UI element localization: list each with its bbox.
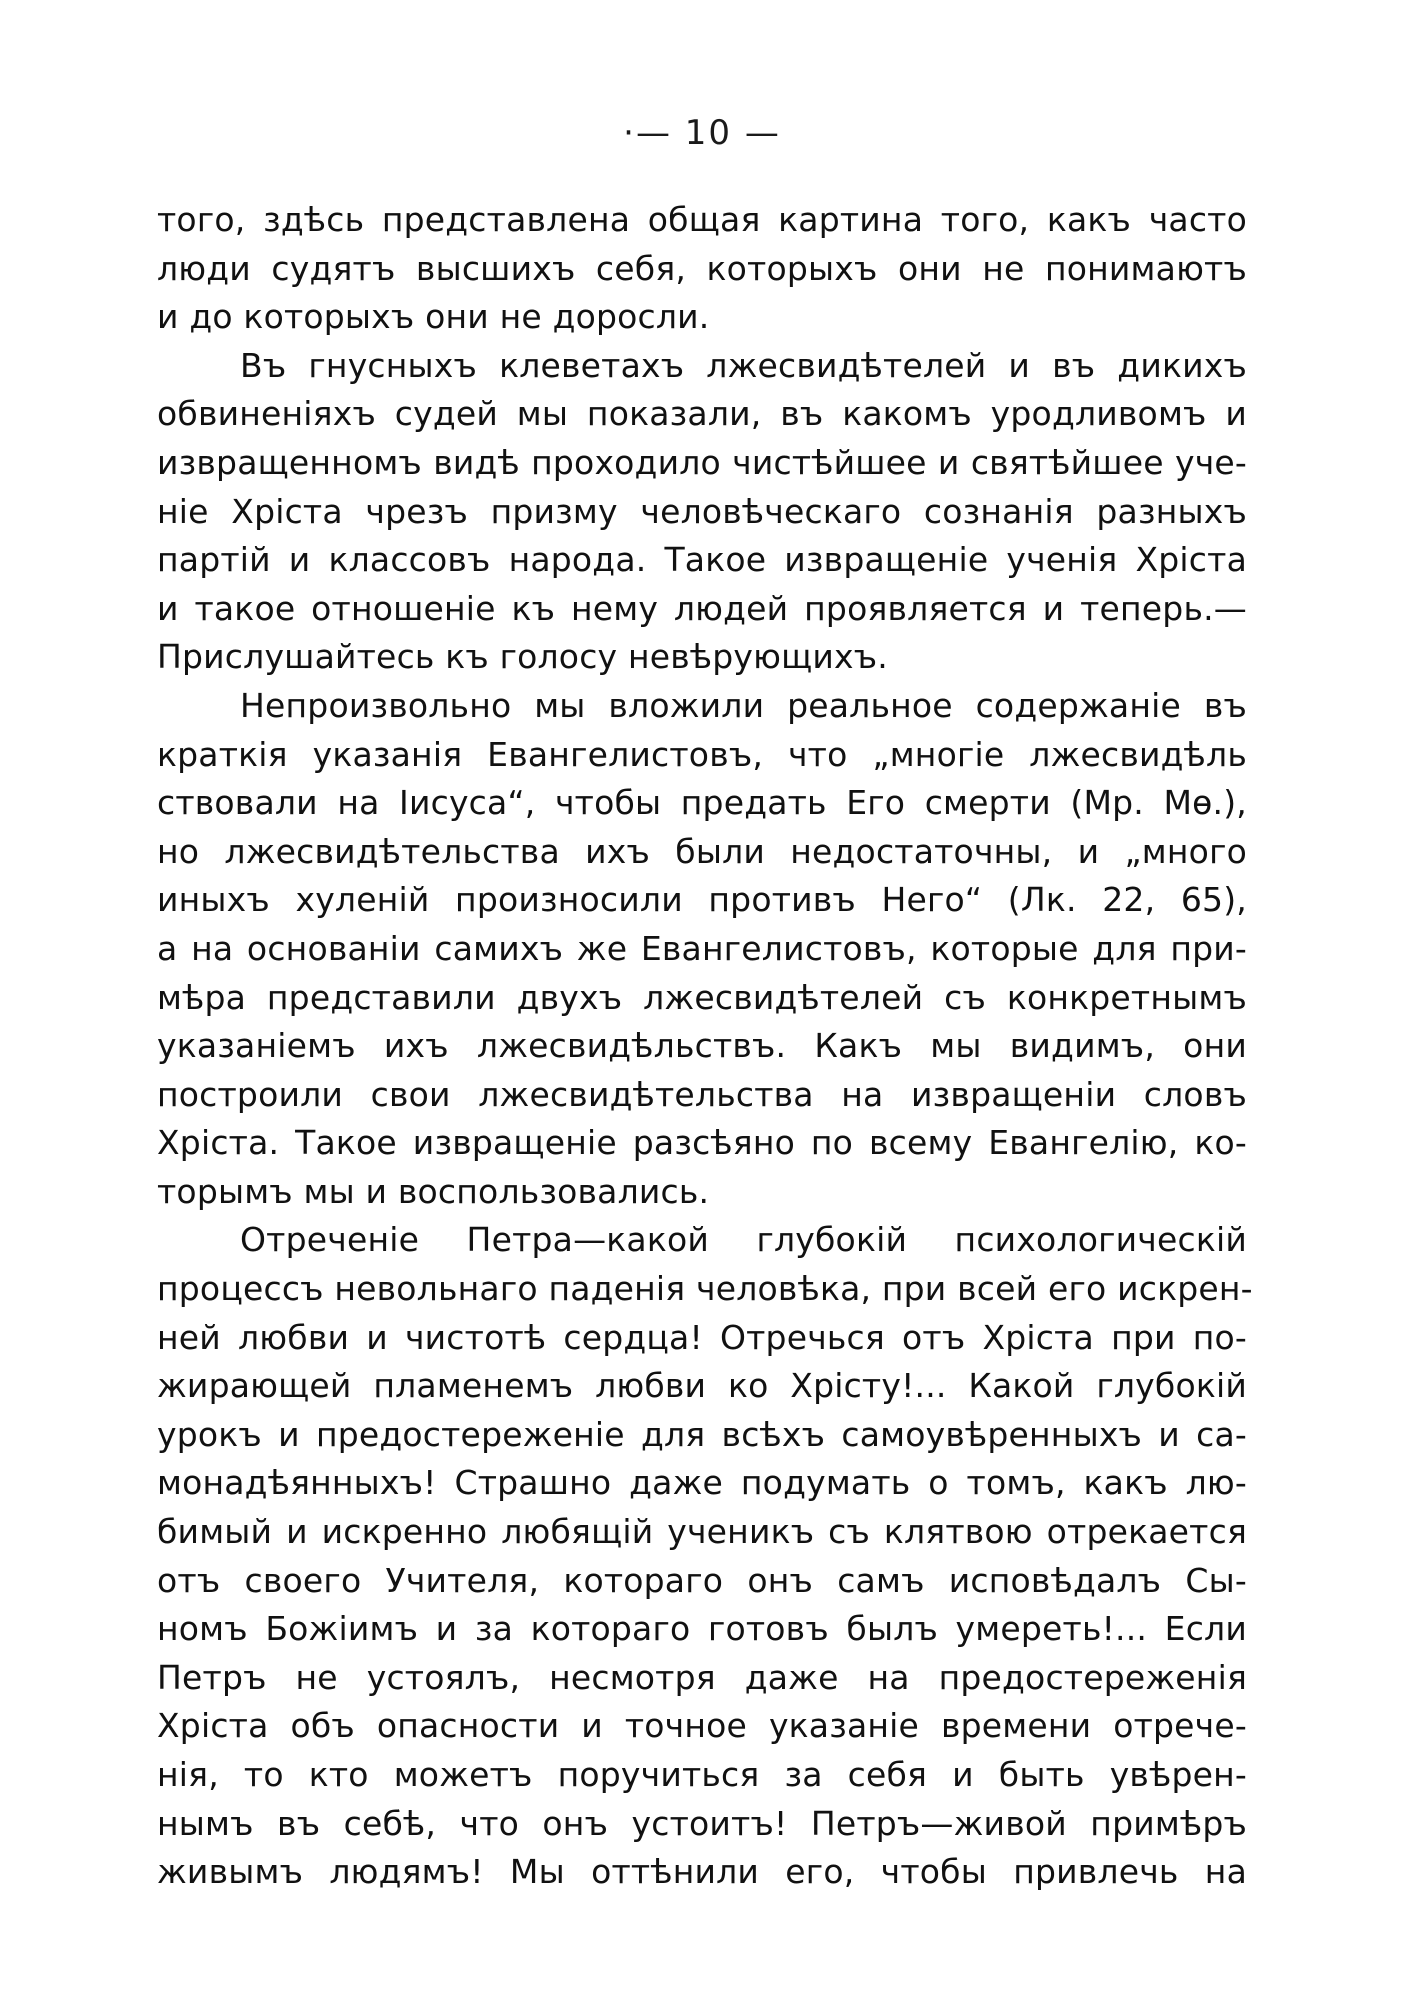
text-line: указаніемъ ихъ лжесвидѣльствъ. Какъ мы видимъ, они — [157, 1026, 1247, 1066]
text-line: процессъ невольнаго паденія человѣка, при всей его искрен- — [157, 1269, 1253, 1309]
text-line: нія, то кто можетъ поручиться за себя и быть увѣрен- — [157, 1755, 1247, 1794]
text-line: партій и классовъ народа. Такое извращеніе ученія Хріста — [157, 540, 1247, 580]
text-line: построили свои лжесвидѣтельства на извращеніи словъ — [157, 1074, 1247, 1114]
text-line: и до которыхъ они не доросли. — [157, 297, 710, 337]
paragraph-4 — [157, 1216, 1253, 1896]
text-line: монадѣянныхъ! Страшно даже подумать о томъ, какъ лю- — [157, 1463, 1247, 1503]
text-line: ніе Хріста чрезъ призму человѣческаго сознанія разныхъ — [157, 491, 1247, 531]
text-line: а на основаніи самихъ же Евангелистовъ, которые для при- — [157, 928, 1247, 968]
text-line: мѣра представили двухъ лжесвидѣтелей съ конкретнымъ — [157, 977, 1247, 1017]
text-line: Непроизвольно мы вложили реальное содержаніе въ — [240, 685, 1247, 725]
page-number: ·— 10 — — [623, 113, 781, 153]
text-line: краткія указанія Евангелистовъ, что „многіе лжесвидѣль — [157, 734, 1247, 774]
text-line: торымъ мы и воспользовались. — [157, 1171, 710, 1211]
body-text — [157, 196, 1253, 1897]
text-line: ствовали на Іисуса“, чтобы предать Его смерти (Мр. Мѳ.), — [157, 783, 1247, 823]
text-line: и такое отношеніе къ нему людей проявляется и теперь.— — [157, 588, 1247, 628]
text-line: Петръ не устоялъ, несмотря даже на предостереженія — [157, 1657, 1247, 1697]
paragraph-1 — [157, 196, 1247, 342]
text-line: обвиненіяхъ судей мы показали, въ какомъ уродливомъ и — [157, 394, 1247, 434]
text-line: Въ гнусныхъ клеветахъ лжесвидѣтелей и въ дикихъ — [240, 345, 1247, 385]
paragraph-2 — [157, 342, 1247, 682]
text-line: Хріста объ опасности и точное указаніе времени отрече- — [157, 1706, 1247, 1746]
text-line: Отреченіе Петра—какой глубокій психологическій — [240, 1220, 1247, 1260]
paragraph-3 — [157, 682, 1247, 1217]
text-line: отъ своего Учителя, котораго онъ самъ исповѣдалъ Сы- — [157, 1560, 1247, 1600]
text-line: жирающей пламенемъ любви ко Хрісту!... Какой глубокій — [157, 1366, 1247, 1406]
text-line: бимый и искренно любящій ученикъ съ клятвою отрекается — [157, 1512, 1247, 1552]
text-line: извращенномъ видѣ проходило чистѣйшее и святѣйшее уче- — [157, 442, 1247, 482]
text-line: живымъ людямъ! Мы оттѣнили его, чтобы привлечь на — [157, 1852, 1247, 1892]
text-line: нымъ въ себѣ, что онъ устоитъ! Петръ—живой примѣръ — [157, 1803, 1247, 1843]
text-line: люди судятъ высшихъ себя, которыхъ они не понимаютъ — [157, 248, 1247, 288]
text-line: того, здѣсь представлена общая картина того, какъ часто — [157, 200, 1247, 239]
text-line: но лжесвидѣтельства ихъ были недостаточны, и „много — [157, 831, 1247, 871]
text-line: урокъ и предостереженіе для всѣхъ самоувѣренныхъ и са- — [157, 1414, 1247, 1454]
text-line: ней любви и чистотѣ сердца! Отречься отъ Хріста при по- — [157, 1317, 1247, 1357]
text-line: номъ Божіимъ и за котораго готовъ былъ умереть!... Если — [157, 1609, 1247, 1649]
text-line: иныхъ хуленій произносили противъ Него“ (Лк. 22, 65), — [157, 880, 1247, 920]
text-line: Прислушайтесь къ голосу невѣрующихъ. — [157, 637, 888, 677]
text-line: Хріста. Такое извращеніе разсѣяно по всему Евангелію, ко- — [157, 1123, 1247, 1163]
